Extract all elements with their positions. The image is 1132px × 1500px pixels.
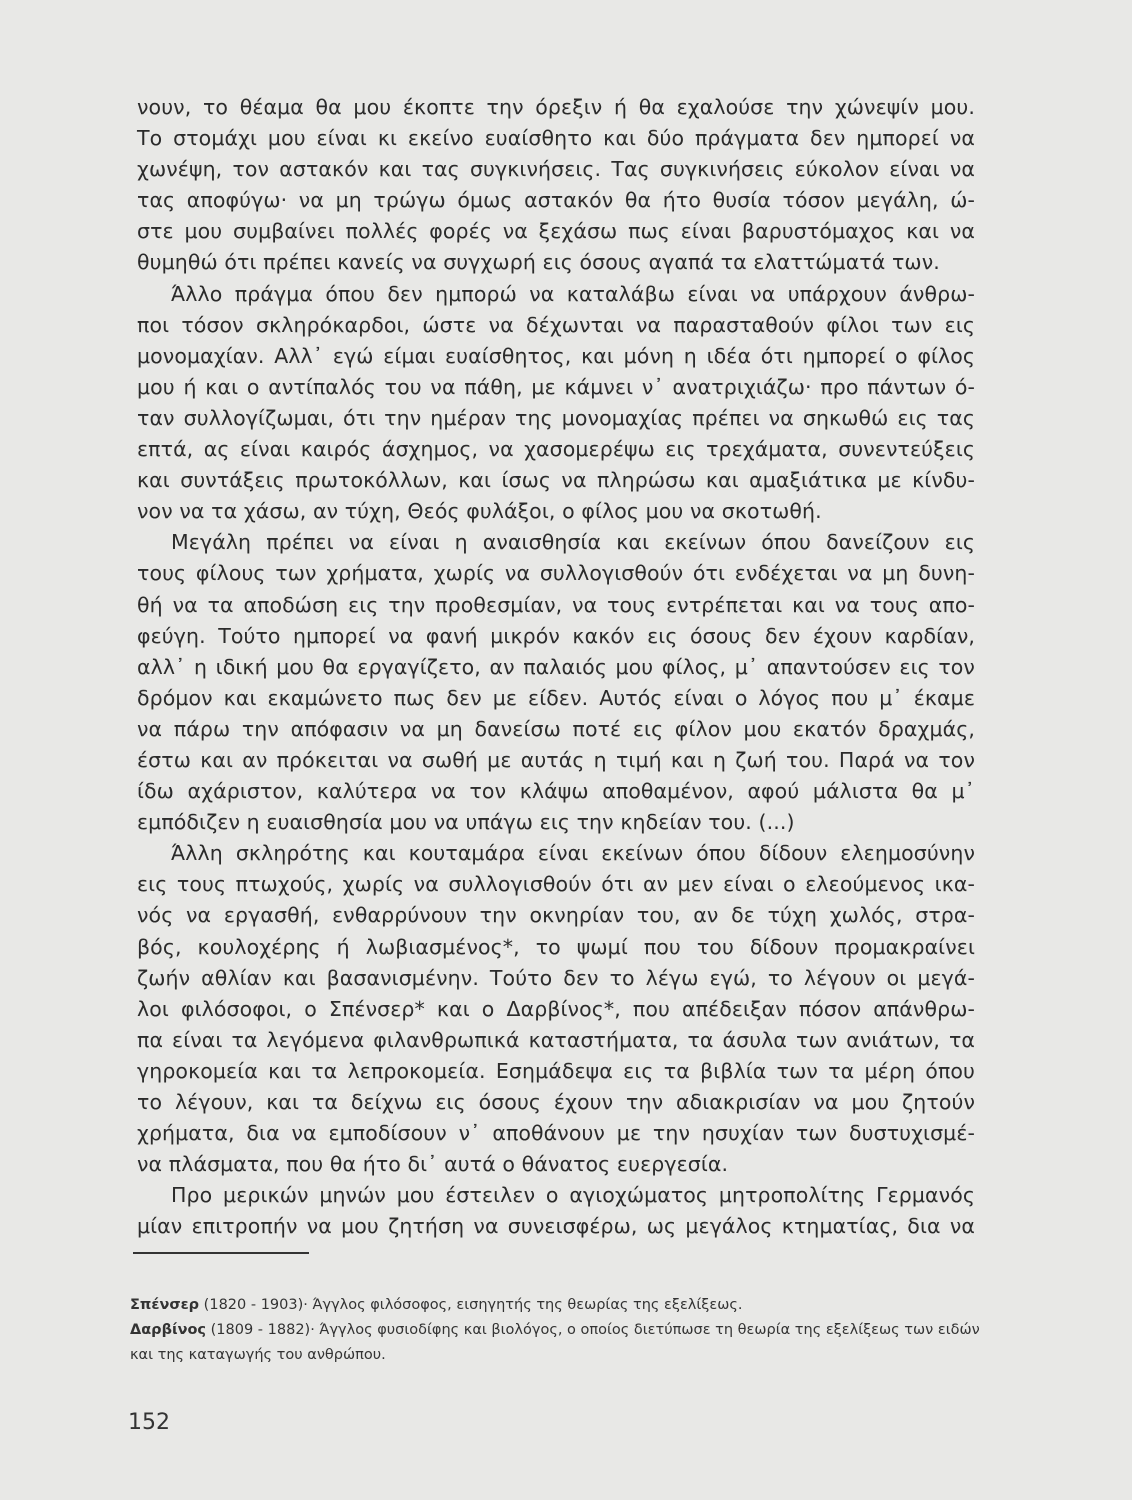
text-line: μου ή και ο αντίπαλός του να πάθη, με κάμνει ν᾽ ανατριχιάζω· προ πάντων ό- — [137, 374, 975, 399]
text-line: Άλλο πράγμα όπου δεν ημπορώ να καταλάβω είναι να υπάρχουν άνθρω- — [171, 281, 975, 306]
text-line: τους φίλους των χρήματα, χωρίς να συλλογισθούν ότι ενδέχεται να μη δυνη- — [137, 561, 975, 586]
text-line: ταν συλλογίζωμαι, ότι την ημέραν της μονομαχίας πρέπει να σηκωθώ εις τας — [137, 405, 975, 430]
text-line: το λέγουν, και τα δείχνω εις όσους έχουν την αδιακρισίαν να μου ζητούν — [137, 1090, 975, 1114]
text-line: να πλάσματα, που θα ήτο δι᾽ αυτά ο θάνατος ευεργεσία. — [137, 1152, 729, 1177]
text-line: ίδω αχάριστον, καλύτερα να τον κλάψω αποθαμένον, αφού μάλιστα θα μ᾽ — [137, 779, 975, 804]
text-line: επτά, ας είναι καιρός άσχημος, να χασομερέψω εις τρεχάματα, συνεντεύξεις — [137, 437, 975, 462]
text-line: εμπόδιζεν η ευαισθησία μου να υπάγω εις την κηδείαν του. (...) — [137, 810, 795, 835]
footnote — [130, 1318, 990, 1368]
text-line: έστω και αν πρόκειται να σωθή με αυτάς η τιμή και η ζωή του. Παρά να τον — [137, 747, 975, 772]
text-line: αλλ᾽ η ιδική μου θα εργαγίζετο, αν παλαιός μου φίλος, μ᾽ απαντούσεν εις τον — [137, 654, 975, 679]
text-line: Προ μερικών μηνών μου έστειλεν ο αγιοχώματος μητροπολίτης Γερμανός — [171, 1183, 975, 1208]
text-line: νουν, το θέαμα θα μου έκοπτε την όρεξιν ή θα εχαλούσε την χώνεψίν μου. — [137, 95, 975, 119]
footnote-text: (1809 - 1882)· Άγγλος φυσιοδίφης και βιολόγος, ο οποίος διετύπωσε τη θεωρία της εξελίξεως των ειδών και της καταγωγής του ανθρώπου. — [130, 1322, 980, 1363]
text-line: εις τους πτωχούς, χωρίς να συλλογισθούν ότι αν μεν είναι ο ελεούμενος ικα- — [137, 872, 975, 897]
text-line: θή να τα αποδώση εις την προθεσμίαν, να τους εντρέπεται και να τους απο- — [137, 592, 975, 617]
footnote-term: Σπένσερ — [130, 1297, 200, 1313]
footnote-text: (1820 - 1903)· Άγγλος φιλόσοφος, εισηγητής της θεωρίας της εξελίξεως. — [199, 1297, 743, 1313]
paragraph — [137, 838, 975, 1180]
body-text — [137, 92, 975, 1242]
footnotes — [130, 1293, 990, 1368]
text-line: στε μου συμβαίνει πολλές φορές να ξεχάσω πως είναι βαρυστόμαχος και να — [137, 219, 975, 244]
page-number: 152 — [128, 1410, 170, 1435]
text-line: νον να τα χάσω, αν τύχη, Θεός φυλάξοι, ο φίλος μου να σκοτωθή. — [137, 499, 822, 524]
paragraph — [137, 527, 975, 838]
paragraph — [137, 1180, 975, 1242]
text-line: και συντάξεις πρωτοκόλλων, και ίσως να πληρώσω και αμαξιάτικα με κίνδυ- — [137, 468, 975, 493]
text-line: γηροκομεία και τα λεπροκομεία. Εσημάδεψα εις τα βιβλία των τα μέρη όπου — [137, 1058, 975, 1083]
text-line: μίαν επιτροπήν να μου ζητήση να συνεισφέρω, ως μεγάλος κτηματίας, δια να — [137, 1214, 975, 1239]
text-line: ζωήν αθλίαν και βασανισμένην. Τούτο δεν το λέγω εγώ, το λέγουν οι μεγά- — [137, 965, 975, 990]
paragraph — [137, 279, 975, 528]
text-line: λοι φιλόσοφοι, ο Σπένσερ* και ο Δαρβίνος*, που απέδειξαν πόσον απάνθρω- — [137, 996, 975, 1021]
text-line: θυμηθώ ότι πρέπει κανείς να συγχωρή εις όσους αγαπά τα ελαττώματά των. — [137, 250, 940, 275]
text-line: να πάρω την απόφασιν να μη δανείσω ποτέ εις φίλον μου εκατόν δραχμάς, — [137, 716, 975, 741]
text-line: χωνέψη, τον αστακόν και τας συγκινήσεις. Τας συγκινήσεις εύκολον είναι να — [137, 157, 975, 182]
text-line: φεύγη. Τούτο ημπορεί να φανή μικρόν κακόν εις όσους δεν έχουν καρδίαν, — [137, 623, 975, 648]
text-line: Το στομάχι μου είναι κι εκείνο ευαίσθητο και δύο πράγματα δεν ημπορεί να — [137, 126, 975, 151]
text-line: ποι τόσον σκληρόκαρδοι, ώστε να δέχωνται να παρασταθούν φίλοι των εις — [137, 312, 975, 337]
text-line: μονομαχίαν. Αλλ᾽ εγώ είμαι ευαίσθητος, και μόνη η ιδέα ότι ημπορεί ο φίλος — [137, 343, 975, 368]
footnote-divider — [133, 1252, 309, 1254]
text-line: νός να εργασθή, ενθαρρύνουν την οκνηρίαν του, αν δε τύχη χωλός, στρα- — [137, 903, 975, 928]
footnote — [130, 1293, 990, 1318]
text-line: πα είναι τα λεγόμενα φιλανθρωπικά καταστήματα, τα άσυλα των ανιάτων, τα — [137, 1027, 975, 1052]
text-line: βός, κουλοχέρης ή λωβιασμένος*, το ψωμί που του δίδουν προμακραίνει — [137, 934, 975, 959]
text-line: τας αποφύγω· να μη τρώγω όμως αστακόν θα ήτο θυσία τόσον μεγάλη, ώ- — [137, 188, 975, 213]
footnote-term: Δαρβίνος — [130, 1322, 207, 1338]
paragraph — [137, 92, 975, 279]
text-line: Μεγάλη πρέπει να είναι η αναισθησία και εκείνων όπου δανείζουν εις — [171, 530, 975, 555]
text-line: χρήματα, δια να εμποδίσουν ν᾽ αποθάνουν με την ησυχίαν των δυστυχισμέ- — [137, 1121, 975, 1146]
text-line: δρόμον και εκαμώνετο πως δεν με είδεν. Αυτός είναι ο λόγος που μ᾽ έκαμε — [137, 685, 975, 710]
text-line: Άλλη σκληρότης και κουταμάρα είναι εκείνων όπου δίδουν ελεημοσύνην — [171, 841, 975, 866]
